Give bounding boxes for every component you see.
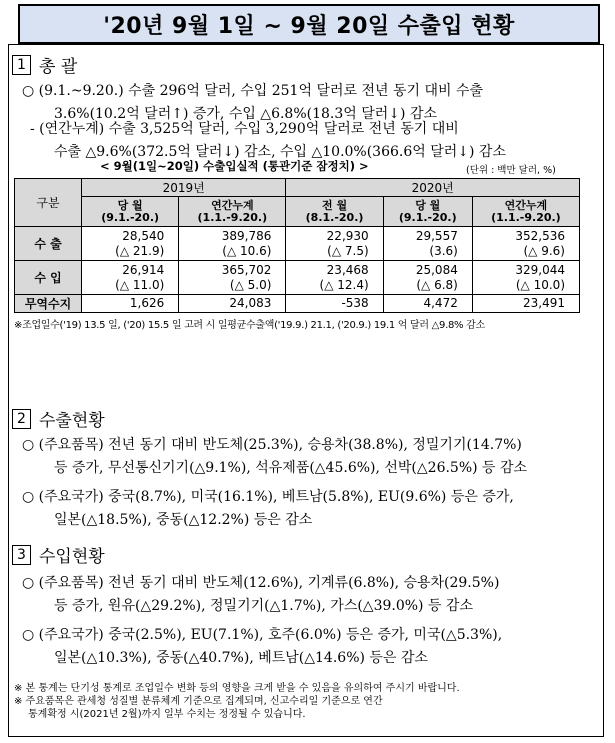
exports-items [22,434,527,480]
summary-cumulative-line1: - (연간누계) 수출 3,525억 달러, 수입 3,290억 달러로 전년 동기 대비 [30,121,459,137]
row-label: 수 입 [15,261,82,295]
section-number: 3 [12,545,31,565]
section-3-heading [12,542,105,567]
section-title: 총 괄 [39,57,78,77]
table-unit: (단위 : 백만 달러, %) [466,165,556,176]
imports-countries-line1: ○ (주요국가) 중국(2.5%), EU(7.1%), 호주(6.0%) 등은 증가, 미국(△5.3%), [22,627,503,643]
exports-countries [22,486,514,532]
exports-items-line2: 등 증가, 무선통신기기(△9.1%), 석유제품(△45.6%), 선박(△26.5%) 등 감소 [54,460,528,476]
section-number: 2 [12,409,31,429]
section-1-heading [12,52,77,77]
col-header: 연간누계 (1.1.-9.20.) [472,197,579,227]
page-title [18,4,600,44]
imports-countries [22,624,502,670]
exports-items-line1: ○ (주요품목) 전년 동기 대비 반도체(25.3%), 승용차(38.8%), 정밀기기(14.7%) [22,437,522,453]
col-header: 연간누계 (1.1.-9.20.) [179,197,286,227]
year-2020-header: 2020년 [286,179,580,197]
table-title: < 9월(1일~20일) 수출입실적 (통관기준 잠정치) > [100,159,369,173]
exports-countries-line2: 일본(△18.5%), 중동(△12.2%) 등은 감소 [54,512,313,528]
table-row-balance [15,295,580,313]
col-header: 당 월 (9.1.-20.) [383,197,472,227]
col-header: 전 월 (8.1.-20.) [286,197,383,227]
footnote: ※ 본 통계는 단기성 통계로 조업일수 변화 등의 영향을 크게 받을 수 있음을 유의하여 주시기 바랍니다. [14,683,460,694]
footnote: 통계확정 시(2021년 2월)까지 일부 수치는 정정될 수 있습니다. [28,709,306,720]
imports-countries-line2: 일본(△10.3%), 중동(△40.7%), 베트남(△14.6%) 등은 감소 [54,650,428,666]
imports-items-line2: 등 증가, 원유(△29.2%), 정밀기기(△1.7%), 가스(△39.0%) 등 감소 [54,598,473,614]
table-cell: 352,536 (△ 9.6) [472,227,579,261]
section-title: 수입현황 [39,547,105,567]
table-cell: 25,084 (△ 6.8) [383,261,472,295]
table-cell: 28,540 (△ 21.9) [82,227,179,261]
section-2-heading [12,406,105,431]
exports-countries-line1: ○ (주요국가) 중국(8.7%), 미국(16.1%), 베트남(5.8%), EU(9.6%) 등은 증가, [22,489,514,505]
trade-table [14,178,580,313]
summary-monthly-line1: ○ (9.1.~9.20.) 수출 296억 달러, 수입 251억 달러로 전년 동기 대비 수출 [22,83,484,99]
summary-cumulative-line2: 수출 △9.6%(372.5억 달러↓) 감소, 수입 △10.0%(366.6억 달러↓) 감소 [54,144,506,160]
row-label: 수 출 [15,227,82,261]
imports-items [22,572,499,618]
table-cell: 29,557 (3.6) [383,227,472,261]
table-cell: 329,044 (△ 10.0) [472,261,579,295]
table-note: ※조업일수('19) 13.5 일, ('20) 15.5 일 고려 시 일평균수출액('19.9.) 21.1, ('20.9.) 19.1 억 달러 △9.8% 감소 [14,320,485,331]
summary-monthly-line2: 3.6%(10.2억 달러↑) 증가, 수입 △6.8%(18.3억 달러↓) 감소 [54,106,437,122]
table-row-exports [15,227,580,261]
col-header: 당 월 (9.1.-20.) [82,197,179,227]
row-label: 무역수지 [15,295,82,313]
table-row-imports [15,261,580,295]
imports-items-line1: ○ (주요품목) 전년 동기 대비 반도체(12.6%), 기계류(6.8%), 승용차(29.5%) [22,575,500,591]
footnote: ※ 주요품목은 관세청 성질별 분류체계 기준으로 집계되며, 신고수리일 기준으로 연간 [14,696,383,707]
table-cell: 1,626 [82,295,179,313]
table-cell: 23,491 [472,295,579,313]
table-cell: 23,468 (△ 12.4) [286,261,383,295]
footnotes [14,682,460,721]
table-cell: 24,083 [179,295,286,313]
table-cell: 22,930 (△ 7.5) [286,227,383,261]
section-title: 수출현황 [39,411,105,431]
table-cell: 389,786 (△ 10.6) [179,227,286,261]
table-cell: 26,914 (△ 11.0) [82,261,179,295]
table-cell: 365,702 (△ 5.0) [179,261,286,295]
col-group-header: 구분 [15,179,82,227]
page-title-text: '20년 9월 1일 ~ 9월 20일 수출입 현황 [103,13,515,39]
section-number: 1 [12,55,31,75]
table-cell: -538 [286,295,383,313]
year-2019-header: 2019년 [82,179,286,197]
table-cell: 4,472 [383,295,472,313]
